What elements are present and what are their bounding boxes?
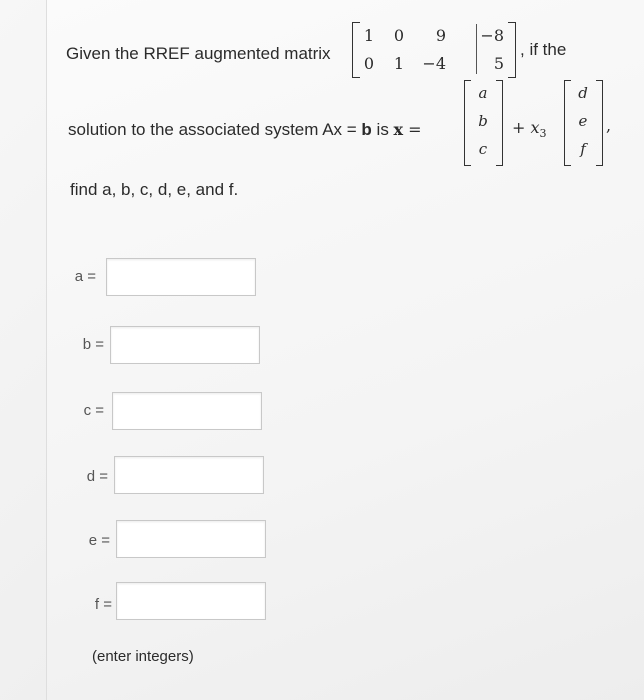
vector-b: b: [361, 120, 372, 139]
field-label-d: d =: [86, 468, 108, 485]
solution-text: solution to the associated system: [68, 120, 323, 139]
matrix-right-bracket: [508, 22, 516, 78]
matrix-cell: 5: [493, 54, 504, 73]
answer-input-c[interactable]: [112, 392, 262, 430]
matrix-cell: −8: [480, 26, 504, 45]
vector2-right-bracket: [596, 80, 603, 166]
field-label-f: f =: [94, 596, 112, 613]
answer-input-e[interactable]: [116, 520, 266, 558]
matrix-cell: 9: [435, 26, 446, 45]
var-x: x: [333, 120, 343, 139]
vector-x: x: [393, 120, 404, 139]
matrix-cell: 1: [393, 54, 404, 73]
vector-entry: c: [478, 140, 488, 158]
intro-text: Given the RREF augmented matrix: [66, 44, 331, 63]
field-label-a: a =: [74, 268, 96, 285]
field-label-e: e =: [88, 532, 110, 549]
is-text: is: [371, 120, 394, 139]
matrix-cell: −4: [422, 54, 446, 73]
vector-entry: e: [578, 112, 588, 130]
instruction-text: find a, b, c, d, e, and f.: [70, 180, 239, 199]
if-the-text: , if the: [520, 40, 567, 59]
vector2-left-bracket: [564, 80, 571, 166]
answer-input-b[interactable]: [110, 326, 260, 364]
answer-input-a[interactable]: [106, 258, 256, 296]
matrix-A: A: [322, 120, 334, 139]
plus-x3-term: [512, 118, 547, 140]
plus-sign: +: [512, 118, 531, 137]
equals-text: =: [342, 120, 362, 139]
vector1-left-bracket: [464, 80, 471, 166]
field-label-b: b =: [82, 336, 104, 353]
vector-entry: b: [478, 112, 488, 130]
vector1-right-bracket: [496, 80, 503, 166]
enter-integers-note: (enter integers): [92, 648, 194, 665]
vector-entry: a: [478, 84, 488, 102]
vector-entry: d: [578, 84, 588, 102]
matrix-cell: 0: [363, 54, 374, 73]
trailing-comma: ,: [606, 116, 612, 135]
var-x3: x: [530, 118, 540, 137]
answer-input-f[interactable]: [116, 582, 266, 620]
field-label-c: c =: [83, 402, 104, 419]
matrix-cell: 0: [393, 26, 404, 45]
subscript-3: 3: [539, 127, 547, 141]
matrix-cell: 1: [363, 26, 374, 45]
vector-entry: f: [580, 140, 586, 158]
answer-input-d[interactable]: [114, 456, 264, 494]
solution-sentence: [68, 120, 422, 140]
equals-sign: =: [403, 120, 422, 139]
